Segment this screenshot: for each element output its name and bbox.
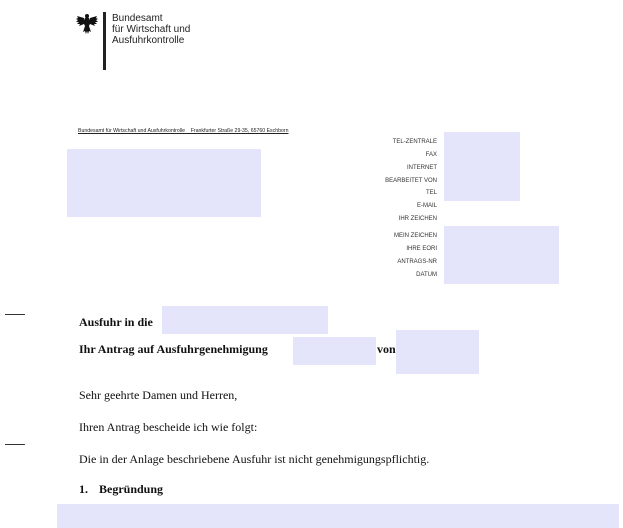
info-label-antrags-nr: ANTRAGS-NR bbox=[397, 259, 437, 265]
contact-values-redacted bbox=[444, 132, 520, 201]
return-address: Bundesamt für Wirtschaft und Ausfuhrkontrolle Frankfurter Straße 29-35, 65760 Eschborn bbox=[78, 128, 289, 134]
subject-line-1: Ausfuhr in die bbox=[79, 315, 153, 329]
recipient-address-redacted bbox=[67, 149, 261, 217]
fold-mark bbox=[5, 314, 25, 315]
org-name-line: für Wirtschaft und bbox=[112, 24, 191, 35]
info-label-ihre-eori: IHRE EORI bbox=[406, 246, 437, 252]
salutation: Sehr geehrte Damen und Herren, bbox=[79, 388, 238, 402]
application-number-redacted bbox=[293, 337, 376, 365]
section-title: Begründung bbox=[99, 482, 164, 496]
intro-sentence: Ihren Antrag bescheide ich wie folgt: bbox=[79, 420, 258, 434]
organization-name bbox=[112, 13, 190, 46]
org-name-line: Ausfuhrkontrolle bbox=[112, 35, 185, 46]
info-label-datum: DATUM bbox=[416, 272, 437, 278]
destination-country-redacted bbox=[162, 306, 328, 334]
eagle-logo-icon bbox=[76, 12, 98, 36]
section-number: 1. bbox=[79, 482, 88, 496]
application-date-redacted bbox=[396, 330, 479, 374]
info-label-tel: TEL bbox=[425, 190, 437, 196]
info-label-email: E-MAIL bbox=[416, 203, 437, 209]
info-label-bearbeitet-von: BEARBEITET VON bbox=[385, 178, 437, 184]
fold-mark bbox=[5, 444, 25, 445]
reasoning-text-redacted bbox=[57, 504, 619, 528]
org-name-line: Bundesamt bbox=[112, 13, 163, 24]
info-label-fax: FAX bbox=[425, 152, 437, 158]
subject-line-2-von: von bbox=[377, 342, 396, 356]
decision-sentence: Die in der Anlage beschriebene Ausfuhr ist nicht genehmigungspflichtig. bbox=[79, 452, 430, 466]
logo-divider-bar bbox=[103, 12, 106, 70]
reference-values-redacted bbox=[444, 226, 559, 284]
info-label-internet: INTERNET bbox=[407, 165, 437, 171]
info-label-mein-zeichen: MEIN ZEICHEN bbox=[393, 233, 437, 239]
info-label-tel-zentrale: TEL-ZENTRALE bbox=[392, 139, 437, 145]
subject-line-2: Ihr Antrag auf Ausfuhrgenehmigung bbox=[79, 342, 268, 356]
info-label-ihr-zeichen: IHR ZEICHEN bbox=[398, 216, 437, 222]
